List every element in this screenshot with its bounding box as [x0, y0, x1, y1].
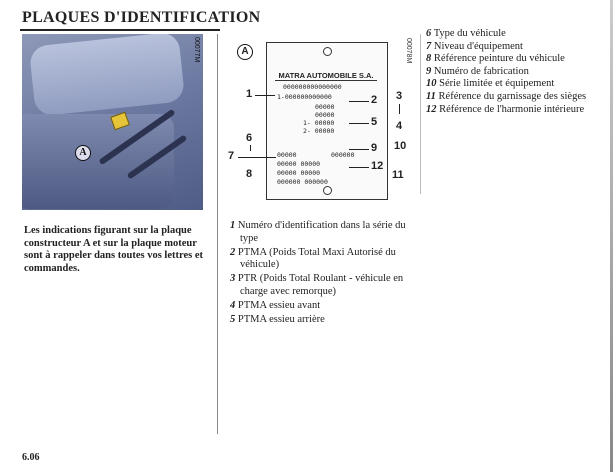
plate-line: 1-000000000000 [277, 93, 332, 101]
intro-paragraph: Les indications figurant sur la plaque constructeur A et sur la plaque moteur sont à rappeler dans toutes vos lettres et commandes. [24, 225, 203, 274]
list-item: 4 PTMA essieu avant [230, 299, 321, 311]
callout-2: 2 [371, 94, 378, 106]
title-rule [20, 29, 220, 31]
page-title: PLAQUES D'IDENTIFICATION [22, 9, 261, 26]
list-item: 9 Numéro de fabrication [426, 65, 529, 77]
callout-leader [349, 149, 369, 150]
callout-7: 7 [228, 150, 235, 162]
callout-11: 11 [392, 169, 404, 181]
list-item: 12 Référence de l'harmonie intérieure [426, 103, 585, 115]
list-item: 7 Niveau d'équipement [426, 40, 523, 52]
callout-9: 9 [371, 142, 378, 154]
plate-line: 00000 00000 [277, 160, 321, 168]
plate-header: MATRA AUTOMOBILE S.A. [275, 71, 377, 81]
plate-line: 000000 000000 [277, 178, 328, 186]
plate-hole [323, 47, 332, 56]
callout-12: 12 [371, 160, 384, 172]
plate-line: 000000000000000 [283, 83, 342, 91]
plate-diagram [224, 34, 414, 204]
callout-6: 6 [246, 132, 253, 144]
list-item: 3 PTR (Poids Total Roulant - véhicule en charge avec remorque) [230, 273, 404, 297]
callout-8: 8 [246, 168, 253, 180]
callout-5: 5 [371, 116, 378, 128]
seat-backrest [29, 34, 185, 117]
list-item: 11 Référence du garnissage des sièges [426, 90, 587, 102]
list-item: 1 Numéro d'identification dans la série du type [230, 220, 406, 244]
legend-list-1 [230, 220, 410, 327]
callout-leader [250, 145, 251, 151]
list-item: 6 Type du véhicule [426, 28, 506, 39]
photo-letter-a: A [75, 145, 91, 161]
photo-code: 00077M [193, 37, 200, 63]
plate-line: 2- 00000 [303, 127, 335, 135]
diagram-code: 00078M [405, 38, 412, 64]
list-item: 10 Série limitée et équipement [426, 78, 555, 90]
callout-leader [238, 157, 276, 158]
callout-leader [399, 104, 400, 114]
plate-line: 00000 [315, 103, 335, 111]
page-number: 6.06 [22, 452, 40, 463]
list-item: 8 Référence peinture du véhicule [426, 53, 565, 65]
plate-line: 1- 00000 [303, 119, 335, 127]
callout-1: 1 [246, 88, 253, 100]
callout-leader [349, 123, 369, 124]
list-item: 2 PTMA (Poids Total Maxi Autorisé du véhicule) [230, 246, 396, 271]
list-item: 5 PTMA essieu arrière [230, 313, 325, 325]
plate-hole [323, 186, 332, 195]
plate-line: 00000 [277, 151, 297, 159]
legend-list-2 [426, 28, 606, 116]
plate-line: 00000 00000 [277, 169, 321, 177]
callout-leader [255, 95, 275, 96]
id-plate [266, 42, 388, 200]
callout-4: 4 [396, 120, 403, 132]
callout-10: 10 [394, 140, 407, 152]
seat-photo [22, 34, 203, 210]
callout-3: 3 [396, 90, 403, 102]
plate-line: 000000 [331, 151, 355, 159]
diagram-letter-a: A [237, 44, 253, 60]
callout-leader [349, 167, 369, 168]
column-rule [420, 34, 421, 194]
plate-line: 00000 [315, 111, 335, 119]
callout-leader [349, 101, 369, 102]
